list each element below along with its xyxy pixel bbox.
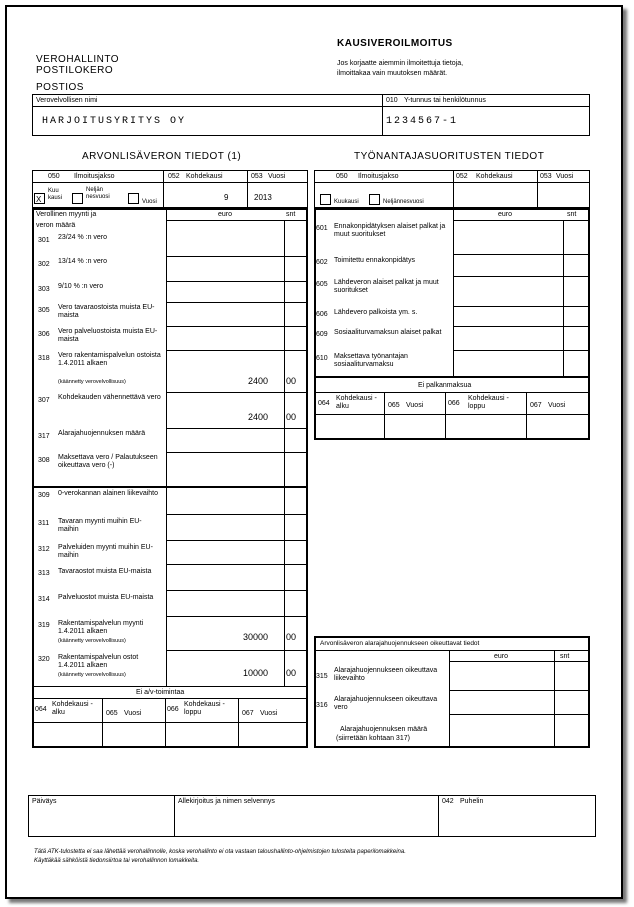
vat-ceased-066: 066	[167, 706, 179, 713]
vat-code-050: 050	[48, 173, 60, 180]
emp-month-label: Kohdekausi	[476, 173, 513, 180]
date-label: Päiväys	[32, 798, 57, 805]
vat-sales-header2: veron määrä	[36, 222, 76, 229]
vat-row-label: Alarajahuojennuksen määrä	[58, 430, 146, 437]
vat-row-label: Maksettava vero / Palautukseen oikeuttava vero (-)	[58, 454, 158, 469]
vat-row-note: (käännetty verovelvollisuus)	[58, 379, 126, 385]
vat-row-euro[interactable]: 2400	[247, 376, 268, 386]
emp-np-066: 066	[448, 400, 460, 407]
vat-row-code: 318	[38, 355, 50, 362]
vat-ceased-end: Kohdekausi -loppu	[184, 701, 225, 716]
vat-sales-header1: Verollinen myynti ja	[36, 211, 97, 218]
vat-year-label: Vuosi	[268, 173, 286, 180]
vat-year-value[interactable]: 2013	[254, 193, 272, 202]
phone-field[interactable]	[438, 795, 596, 837]
relief-row-code: 316	[316, 702, 328, 709]
emp-row-code: 601	[316, 225, 328, 232]
vat-opt-year: Vuosi	[142, 199, 157, 205]
vat-row-code: 306	[38, 331, 50, 338]
footer-note1: Tätä ATK-tulostetta ei saa lähettää verohallinnolle, koska verohallinto ei ota vastaan taloushallinto-ohjelmistojen tulosteita paperilomakkeina.	[34, 849, 406, 855]
emp-np-067: 067	[530, 402, 542, 409]
relief-total-label2: (siirretään kohtaan 317)	[336, 735, 410, 742]
vat-opt-quarter: Neljän nesvuosi	[86, 187, 110, 200]
taxpayer-name-label: Verovelvollisen nimi	[36, 97, 98, 104]
emp-np-064: 064	[318, 400, 330, 407]
relief-unit-euro: euro	[494, 653, 509, 660]
vat-month-label: Kohdekausi	[186, 173, 223, 180]
vat-row-code: 307	[38, 397, 50, 404]
vat-row-label: Vero tavaraostoista muista EU-maista	[58, 304, 155, 319]
vat-row2-cent[interactable]: 00	[286, 632, 297, 642]
relief-total-label1: Alarajahuojennuksen määrä	[340, 726, 428, 733]
vat-row2-note: (käännetty verovelvollisuus)	[58, 672, 126, 678]
phone-label: Puhelin	[460, 798, 484, 805]
vat-row2-euro[interactable]: 30000	[242, 632, 268, 642]
vat-row-code: 303	[38, 286, 50, 293]
vat-ceased-start: Kohdekausi -alku	[52, 701, 93, 716]
vat-row2-code: 313	[38, 570, 50, 577]
vat-row-code: 305	[38, 307, 50, 314]
vat-ceased-067: 067	[242, 710, 254, 717]
phone-code: 042	[442, 798, 454, 805]
vat-row-label: 23/24 % :n vero	[58, 234, 108, 241]
emp-row-code: 609	[316, 331, 328, 338]
relief-title: Arvonlisäveron alarajahuojennukseen oikeuttavat tiedot	[320, 640, 480, 647]
vat-row2-code: 320	[38, 656, 50, 663]
vat-row2-cent[interactable]: 00	[286, 668, 297, 678]
vat-ceased-title: Ei a/v-toimintaa	[136, 689, 185, 696]
vat-row2-euro[interactable]: 10000	[242, 668, 268, 678]
emp-code-053: 053	[540, 173, 552, 180]
vat-row-code: 317	[38, 433, 50, 440]
id-code: 010	[386, 97, 398, 104]
vat-row-label: Vero rakentamispalvelun ostoista 1.4.2011 alkaen	[58, 352, 161, 367]
vat-code-053: 053	[251, 173, 263, 180]
id-value[interactable]: 1234567-1	[386, 116, 459, 127]
vat-month-value[interactable]: 9	[224, 193, 229, 202]
emp-row-code: 610	[316, 355, 328, 362]
vat-quarter-checkbox[interactable]	[72, 193, 83, 204]
vat-row2-label: 0-verokannan alainen liikevaihto	[58, 490, 159, 497]
vat-row-label: 13/14 % :n vero	[58, 258, 108, 265]
emp-opt-quarter: Neljännesvuosi	[383, 199, 424, 205]
vat-row-euro[interactable]: 2400	[247, 412, 268, 422]
emp-row-label: Lähdeveron alaiset palkat ja muut suoritukset	[334, 279, 439, 294]
vat-row2-label: Tavaraostot muista EU-maista	[58, 568, 152, 575]
vat-row2-label: Tavaran myynti muihin EU-maihin	[58, 518, 142, 533]
emp-row-label: Maksettava työnantajan sosiaaliturvamaksu	[334, 353, 408, 368]
vat-row2-code: 314	[38, 596, 50, 603]
correction-note-line2: ilmoittakaa vain muutoksen määrät.	[337, 70, 448, 77]
relief-unit-cent: snt	[560, 653, 570, 660]
emp-code-052: 052	[456, 173, 468, 180]
form-title: KAUSIVEROILMOITUS	[337, 38, 453, 49]
emp-row-label: Sosiaaliturvamaksun alaiset palkat	[334, 329, 442, 336]
vat-row-cent[interactable]: 00	[286, 376, 297, 386]
address-line1: VEROHALLINTO	[36, 54, 120, 65]
emp-unit-euro: euro	[498, 211, 513, 218]
vat-opt-month: Kuu kausi	[48, 188, 63, 201]
taxpayer-name-value[interactable]: HARJOITUSYRITYS OY	[42, 116, 187, 127]
vat-unit-cent: snt	[286, 211, 296, 218]
vat-ceased-year2: Vuosi	[260, 710, 278, 717]
emp-row-label: Lähdevero palkoista ym. s.	[334, 309, 418, 316]
date-field[interactable]	[28, 795, 174, 837]
emp-month-checkbox[interactable]	[320, 194, 331, 205]
vat-row-code: 302	[38, 261, 50, 268]
vat-row-code: 301	[38, 237, 50, 244]
vat-row-label: Vero palveluostoista muista EU-maista	[58, 328, 158, 343]
id-label: Y-tunnus tai henkilötunnus	[404, 97, 486, 104]
emp-np-year2: Vuosi	[548, 402, 566, 409]
vat-row2-label: Rakentamispalvelun myynti 1.4.2011 alkaen	[58, 620, 144, 635]
vat-row2-note: (käännetty verovelvollisuus)	[58, 638, 126, 644]
emp-no-pay-title: Ei palkanmaksua	[418, 382, 472, 389]
vat-ceased-year: Vuosi	[124, 710, 142, 717]
emp-period-type-label: Ilmoitusjakso	[358, 173, 399, 180]
vat-section-title: ARVONLISÄVERON TIEDOT (1)	[82, 151, 242, 162]
address-line3: POSTIOS	[36, 82, 84, 93]
emp-row-label: Ennakonpidätyksen alaiset palkat ja muut suoritukset	[334, 223, 446, 238]
emp-np-end: Kohdekausi -loppu	[468, 395, 509, 410]
emp-code-050: 050	[336, 173, 348, 180]
emp-row-code: 606	[316, 311, 328, 318]
vat-row2-code: 319	[38, 622, 50, 629]
vat-row-cent[interactable]: 00	[286, 412, 297, 422]
vat-row-code: 308	[38, 457, 50, 464]
emp-np-start: Kohdekausi -alku	[336, 395, 377, 410]
emp-row-code: 605	[316, 281, 328, 288]
correction-note-line1: Jos korjaatte aiemmin ilmoitettuja tietoja,	[337, 60, 464, 67]
vat-row2-label: Palveluostot muista EU-maista	[58, 594, 154, 601]
vat-row2-code: 309	[38, 492, 50, 499]
vat-unit-euro: euro	[218, 211, 233, 218]
vat-ceased-065: 065	[106, 710, 118, 717]
emp-np-065: 065	[388, 402, 400, 409]
vat-row2-code: 311	[38, 520, 50, 527]
emp-np-year: Vuosi	[406, 402, 424, 409]
vat-check-mark: X	[36, 195, 42, 204]
relief-row-label: Alarajahuojennukseen oikeuttava vero	[334, 696, 438, 711]
emp-quarter-checkbox[interactable]	[369, 194, 380, 205]
signature-field[interactable]	[174, 795, 438, 837]
taxpayer-box	[32, 94, 590, 136]
emp-opt-month: Kuukausi	[334, 199, 359, 205]
emp-unit-cent: snt	[567, 211, 577, 218]
signature-label: Allekirjoitus ja nimen selvennys	[178, 798, 275, 805]
relief-row-code: 315	[316, 673, 328, 680]
emp-row-code: 602	[316, 259, 328, 266]
vat-period-type-label: Ilmoitusjakso	[74, 173, 115, 180]
address-line2: POSTILOKERO	[36, 65, 114, 76]
vat-row-label: Kohdekauden vähennettävä vero	[58, 394, 161, 401]
emp-year-label: Vuosi	[556, 173, 574, 180]
vat-row2-code: 312	[38, 546, 50, 553]
footer-note2: Käyttäkää sähköistä tiedonsiirtoa tai verohallinnon lomakkeita.	[34, 858, 200, 864]
vat-code-052: 052	[168, 173, 180, 180]
relief-row-label: Alarajahuojennukseen oikeuttava liikevaihto	[334, 667, 438, 682]
vat-row2-label: Palveluiden myynti muihin EU-maihin	[58, 544, 153, 559]
vat-ceased-064: 064	[35, 706, 47, 713]
emp-row-label: Toimitettu ennakonpidätys	[334, 257, 415, 264]
employer-section-title: TYÖNANTAJASUORITUSTEN TIEDOT	[354, 151, 545, 162]
vat-row2-label: Rakentamispalvelun ostot 1.4.2011 alkaen	[58, 654, 139, 669]
vat-year-checkbox[interactable]	[128, 193, 139, 204]
vat-row-label: 9/10 % :n vero	[58, 283, 104, 290]
